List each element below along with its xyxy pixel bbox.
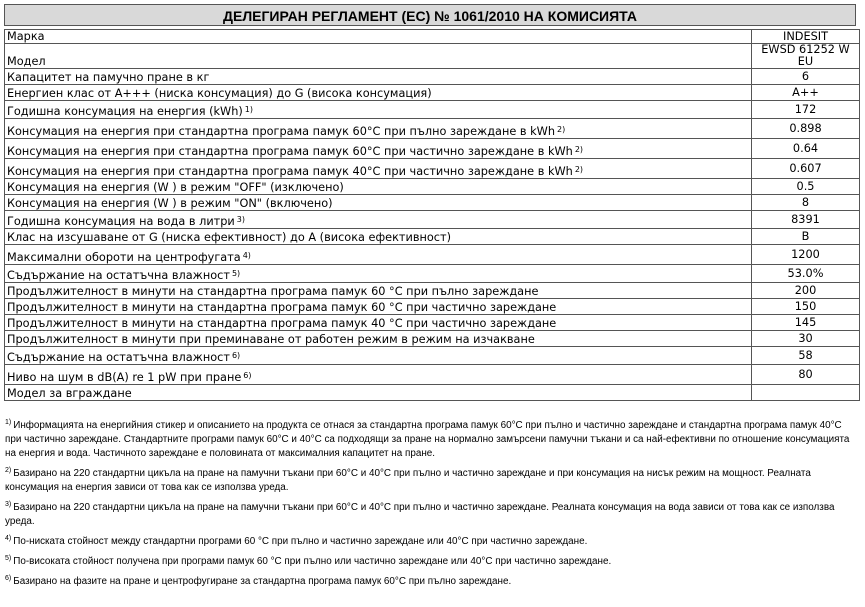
row-label-text: Годишна консумация на вода в литри bbox=[7, 215, 235, 228]
table-row bbox=[5, 265, 860, 283]
row-label bbox=[5, 101, 752, 119]
footnote bbox=[5, 575, 858, 589]
row-label bbox=[5, 229, 752, 245]
row-value: EWSD 61252 W EU bbox=[752, 44, 860, 69]
row-label bbox=[5, 331, 752, 347]
row-label bbox=[5, 69, 752, 85]
row-label bbox=[5, 159, 752, 179]
row-label bbox=[5, 245, 752, 265]
table-row bbox=[5, 139, 860, 159]
table-row bbox=[5, 211, 860, 229]
table-row bbox=[5, 119, 860, 139]
footnote-mark: 5) bbox=[5, 555, 12, 562]
row-label-text: Консумация на енергия при стандартна програма памук 40°C при частично зареждане в kWh bbox=[7, 165, 573, 178]
table-row bbox=[5, 101, 860, 119]
row-label-text: Консумация на енергия при стандартна програма памук 60°C при частично зареждане в kWh bbox=[7, 145, 573, 158]
row-label-text: Годишна консумация на енергия (kWh) bbox=[7, 105, 243, 118]
row-label-text: Съдържание на остатъчна влажност bbox=[7, 351, 230, 364]
row-label-text: Консумация на енергия (W ) в режим "ON" (включено) bbox=[7, 197, 333, 210]
footnote-text: По-ниската стойност между стандартни програми 60 °C при пълно и частично зареждане или 40°C при частично зареждане. bbox=[13, 536, 588, 547]
footnote-text: Базирано на 220 стандартни цикъла на пране на памучни тъкани при 60°C и 40°C при пълно и частично зареждане и при консумация на нисък режим на мощност. Реалната консумация на енергия зависи от това как се използва уреда. bbox=[5, 468, 811, 493]
row-value: 58 bbox=[752, 347, 860, 365]
row-value: A++ bbox=[752, 85, 860, 101]
row-label bbox=[5, 299, 752, 315]
footnote-text: Базирано на 220 стандартни цикъла на пране на памучни тъкани при 60°C и 40°C при пълно и частично зареждане. Реалната консумация на вода зависи от това как се използва уреда. bbox=[5, 502, 835, 527]
table-row bbox=[5, 245, 860, 265]
row-label bbox=[5, 85, 752, 101]
row-label bbox=[5, 315, 752, 331]
footnote-mark: 6) bbox=[5, 575, 12, 582]
row-value: 0.607 bbox=[752, 159, 860, 179]
footnote-text: Базирано на фазите на пране и центрофугиране за стандартна програма памук 60°C при пълно зареждане. bbox=[13, 576, 512, 587]
footnote-mark: 3) bbox=[5, 501, 12, 508]
row-value: B bbox=[752, 229, 860, 245]
row-value: 8391 bbox=[752, 211, 860, 229]
row-value: 0.64 bbox=[752, 139, 860, 159]
row-label-text: Клас на изсушаване от G (ниска ефективност) до A (висока ефективност) bbox=[7, 231, 451, 244]
row-label-text: Енергиен клас от A+++ (ниска консумация) до G (висока консумация) bbox=[7, 87, 432, 100]
footnote-ref: 4) bbox=[242, 251, 251, 260]
row-label-text: Модел за вграждане bbox=[7, 387, 132, 400]
footnote bbox=[5, 419, 858, 461]
row-label-text: Продължителност в минути при преминаване от работен режим в режим на изчакване bbox=[7, 333, 535, 346]
footnote bbox=[5, 535, 858, 549]
row-value: 80 bbox=[752, 365, 860, 385]
row-label-text: Продължителност в минути на стандартна програма памук 40 °C при частично зареждане bbox=[7, 317, 557, 330]
row-value: 172 bbox=[752, 101, 860, 119]
footnote bbox=[5, 555, 858, 569]
footnote-ref: 3) bbox=[236, 215, 245, 224]
footnote-text: Информацията на енергийния стикер и описанието на продукта се отнася за стандартна програма памук 60°C при пълно и частично зареждане и стандартна програма памук 40°C при частично зареждане. Стандартните програми памук 60°C и 40°C са подходящи за пране на нормално замърсени памучни тъкани и са най-ефективни по отношение консумацията на енергия и вода. Частичното зареждане е половината от максималния капацитет на пране. bbox=[5, 420, 850, 459]
row-label-text: Консумация на енергия (W ) в режим "OFF" (изключено) bbox=[7, 181, 344, 194]
footnote-mark: 4) bbox=[5, 535, 12, 542]
footnote-ref: 2) bbox=[574, 145, 584, 154]
row-label bbox=[5, 30, 752, 44]
footnote-ref: 2) bbox=[557, 125, 566, 134]
table-row bbox=[5, 44, 860, 69]
row-label-text: Консумация на енергия при стандартна програма памук 60°C при пълно зареждане в kWh bbox=[7, 125, 556, 138]
row-label bbox=[5, 365, 752, 385]
table-row bbox=[5, 85, 860, 101]
table-row bbox=[5, 69, 860, 85]
row-label-text: Марка bbox=[7, 30, 45, 43]
row-label-text: Ниво на шум в dB(A) re 1 pW при пране bbox=[7, 371, 242, 384]
row-value: 0.898 bbox=[752, 119, 860, 139]
row-label bbox=[5, 195, 752, 211]
table-row bbox=[5, 385, 860, 401]
footnote-ref: 2) bbox=[574, 165, 584, 174]
row-label-text: Максимални обороти на центрофугата bbox=[7, 251, 241, 264]
row-label-text: Продължителност в минути на стандартна програма памук 60 °C при частично зареждане bbox=[7, 301, 557, 314]
footnote-mark: 1) bbox=[5, 419, 12, 426]
table-row bbox=[5, 331, 860, 347]
footnote-text: По-високата стойност получена при програми памук 60 °C при пълно или частично зареждане или 40°C при частично зареждане. bbox=[13, 556, 612, 567]
row-value: 0.5 bbox=[752, 179, 860, 195]
table-row bbox=[5, 347, 860, 365]
row-label bbox=[5, 44, 752, 69]
table-row bbox=[5, 195, 860, 211]
row-label bbox=[5, 119, 752, 139]
row-label bbox=[5, 347, 752, 365]
footnote-ref: 6) bbox=[231, 351, 241, 360]
row-value: 6 bbox=[752, 69, 860, 85]
row-value: INDESIT bbox=[752, 30, 860, 44]
row-value: 30 bbox=[752, 331, 860, 347]
row-label bbox=[5, 179, 752, 195]
row-value: 200 bbox=[752, 283, 860, 299]
table-row bbox=[5, 159, 860, 179]
row-value: 8 bbox=[752, 195, 860, 211]
footnote-ref: 1) bbox=[244, 105, 253, 114]
footnotes bbox=[5, 419, 858, 595]
row-value: 53.0% bbox=[752, 265, 860, 283]
table-row bbox=[5, 229, 860, 245]
row-label-text: Модел bbox=[7, 55, 46, 68]
spec-table bbox=[4, 29, 860, 401]
row-label bbox=[5, 283, 752, 299]
footnote-mark: 2) bbox=[5, 467, 12, 474]
row-value: 150 bbox=[752, 299, 860, 315]
footnote-ref: 6) bbox=[243, 371, 252, 380]
footnote bbox=[5, 467, 858, 495]
row-value: 145 bbox=[752, 315, 860, 331]
footnote-ref: 5) bbox=[231, 269, 241, 278]
row-label bbox=[5, 385, 752, 401]
table-row bbox=[5, 365, 860, 385]
row-value bbox=[752, 385, 860, 401]
row-label-text: Продължителност в минути на стандартна програма памук 60 °C при пълно зареждане bbox=[7, 285, 539, 298]
table-row bbox=[5, 299, 860, 315]
footnote bbox=[5, 501, 858, 529]
table-row bbox=[5, 30, 860, 44]
row-label bbox=[5, 265, 752, 283]
row-label bbox=[5, 211, 752, 229]
table-row bbox=[5, 283, 860, 299]
row-value: 1200 bbox=[752, 245, 860, 265]
table-row bbox=[5, 315, 860, 331]
row-label-text: Капацитет на памучно пране в кг bbox=[7, 71, 210, 84]
row-label bbox=[5, 139, 752, 159]
document-title: ДЕЛЕГИРАН РЕГЛАМЕНТ (ЕС) № 1061/2010 НА КОМИСИЯТА bbox=[4, 4, 856, 26]
row-label-text: Съдържание на остатъчна влажност bbox=[7, 269, 230, 282]
table-row bbox=[5, 179, 860, 195]
